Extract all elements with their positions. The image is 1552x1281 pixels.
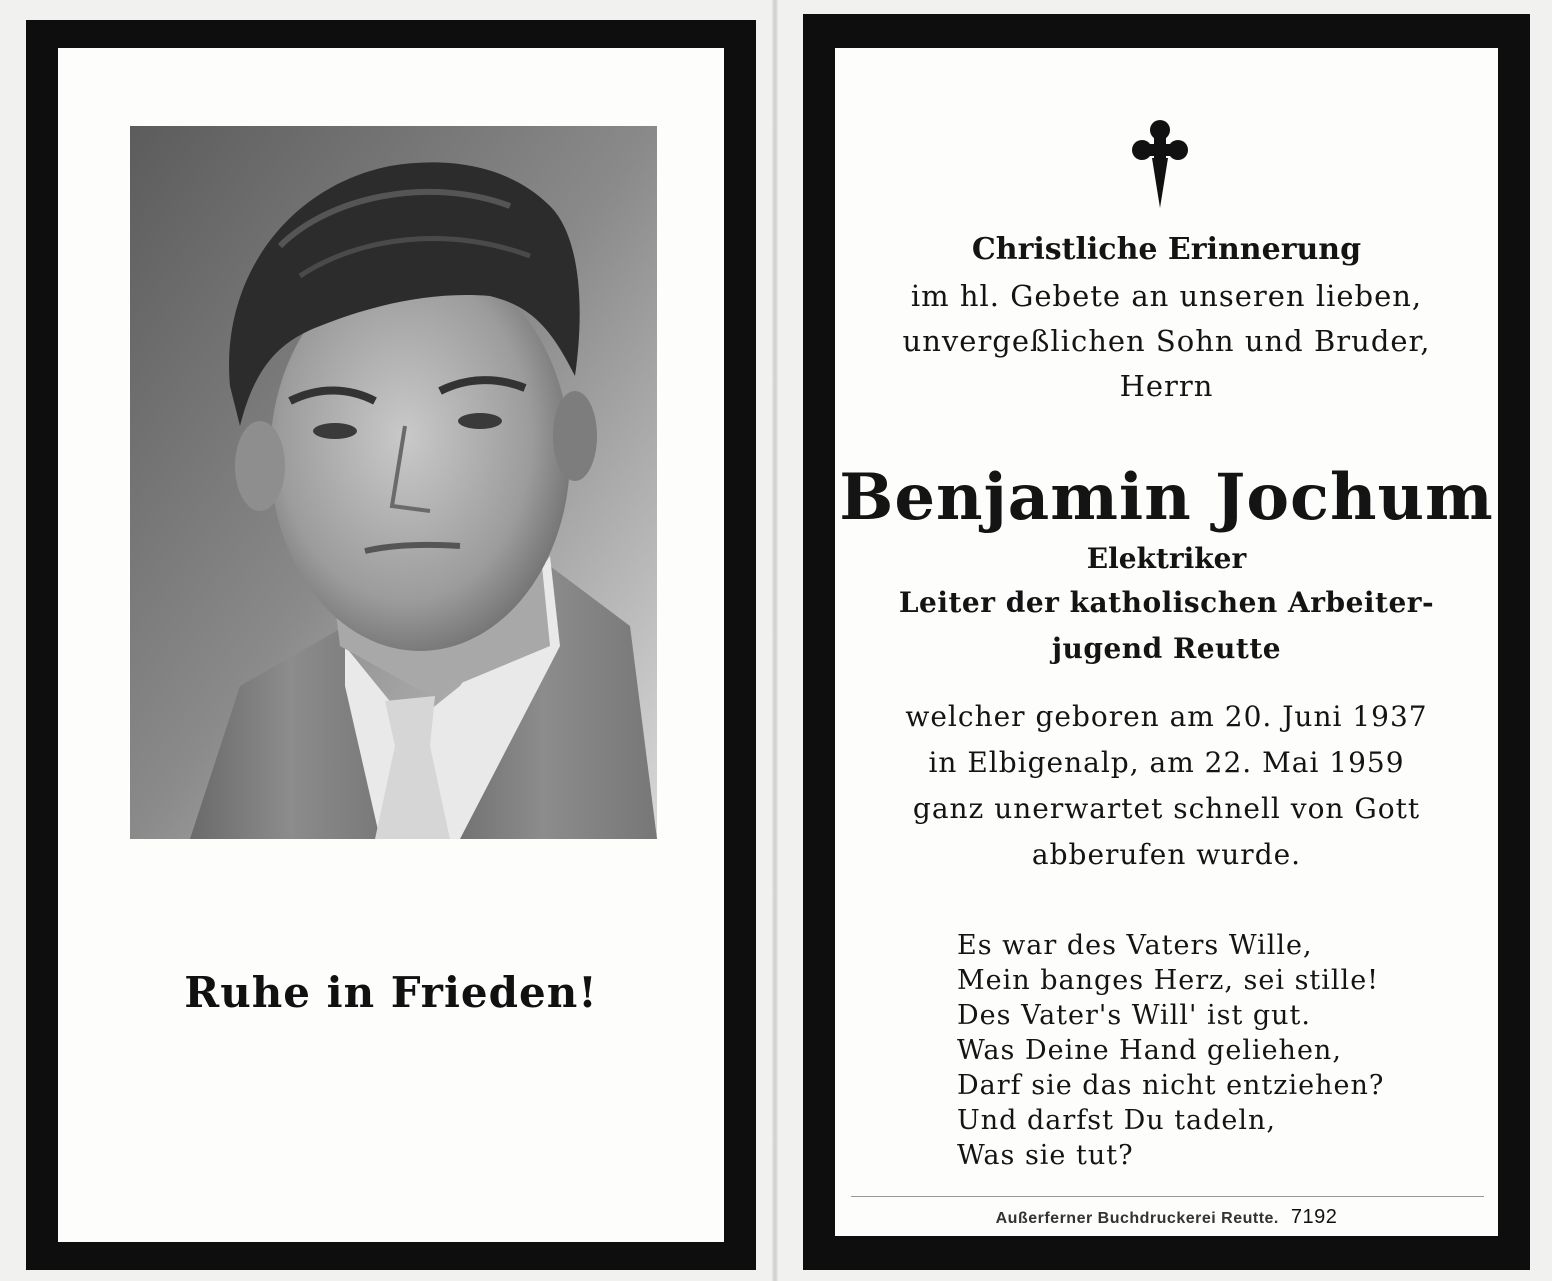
poem-line: Des Vater's Will' ist gut. xyxy=(957,1000,1311,1031)
poem xyxy=(957,928,1384,1173)
dates-text xyxy=(835,694,1498,878)
poem-line: Was Deine Hand geliehen, xyxy=(957,1035,1342,1066)
poem-line: Mein banges Herz, sei stille! xyxy=(957,965,1380,996)
dates-line: abberufen wurde. xyxy=(1031,838,1302,871)
right-card xyxy=(803,14,1530,1270)
dates-line: ganz unerwartet schnell von Gott xyxy=(912,792,1421,825)
poem-line: Es war des Vaters Wille, xyxy=(957,930,1313,961)
profession: Elektriker xyxy=(1086,542,1247,575)
dates-line: welcher geboren am 20. Juni 1937 xyxy=(905,700,1428,733)
printer-name: Außerferner Buchdruckerei Reutte. xyxy=(995,1210,1279,1227)
poem-line: Was sie tut? xyxy=(957,1140,1134,1171)
cross-icon xyxy=(1132,118,1188,208)
printer-credit xyxy=(835,1206,1498,1229)
deceased-name: Benjamin Jochum xyxy=(839,460,1494,535)
role-line: Leiter der katholischen Arbeiter- xyxy=(898,586,1435,619)
intro-text xyxy=(835,274,1498,409)
poem-line: Darf sie das nicht entziehen? xyxy=(957,1070,1385,1101)
footer-divider xyxy=(851,1196,1484,1197)
intro-line: Herrn xyxy=(1119,369,1214,403)
motto-text: Ruhe in Frieden! xyxy=(184,968,598,1017)
print-number: 7192 xyxy=(1290,1206,1338,1228)
role-line: jugend Reutte xyxy=(1051,632,1282,665)
portrait-illustration xyxy=(130,126,657,839)
left-card-inner xyxy=(58,48,724,1242)
heading: Christliche Erinnerung xyxy=(971,232,1362,267)
portrait-photo xyxy=(130,126,657,839)
intro-line: unvergeßlichen Sohn und Bruder, xyxy=(902,324,1431,358)
intro-line: im hl. Gebete an unseren lieben, xyxy=(910,279,1423,313)
left-card xyxy=(26,20,756,1270)
page-fold xyxy=(772,0,778,1281)
right-card-inner xyxy=(835,48,1498,1236)
dates-line: in Elbigenalp, am 22. Mai 1959 xyxy=(928,746,1405,779)
role-text xyxy=(835,580,1498,672)
poem-line: Und darfst Du tadeln, xyxy=(957,1105,1277,1136)
